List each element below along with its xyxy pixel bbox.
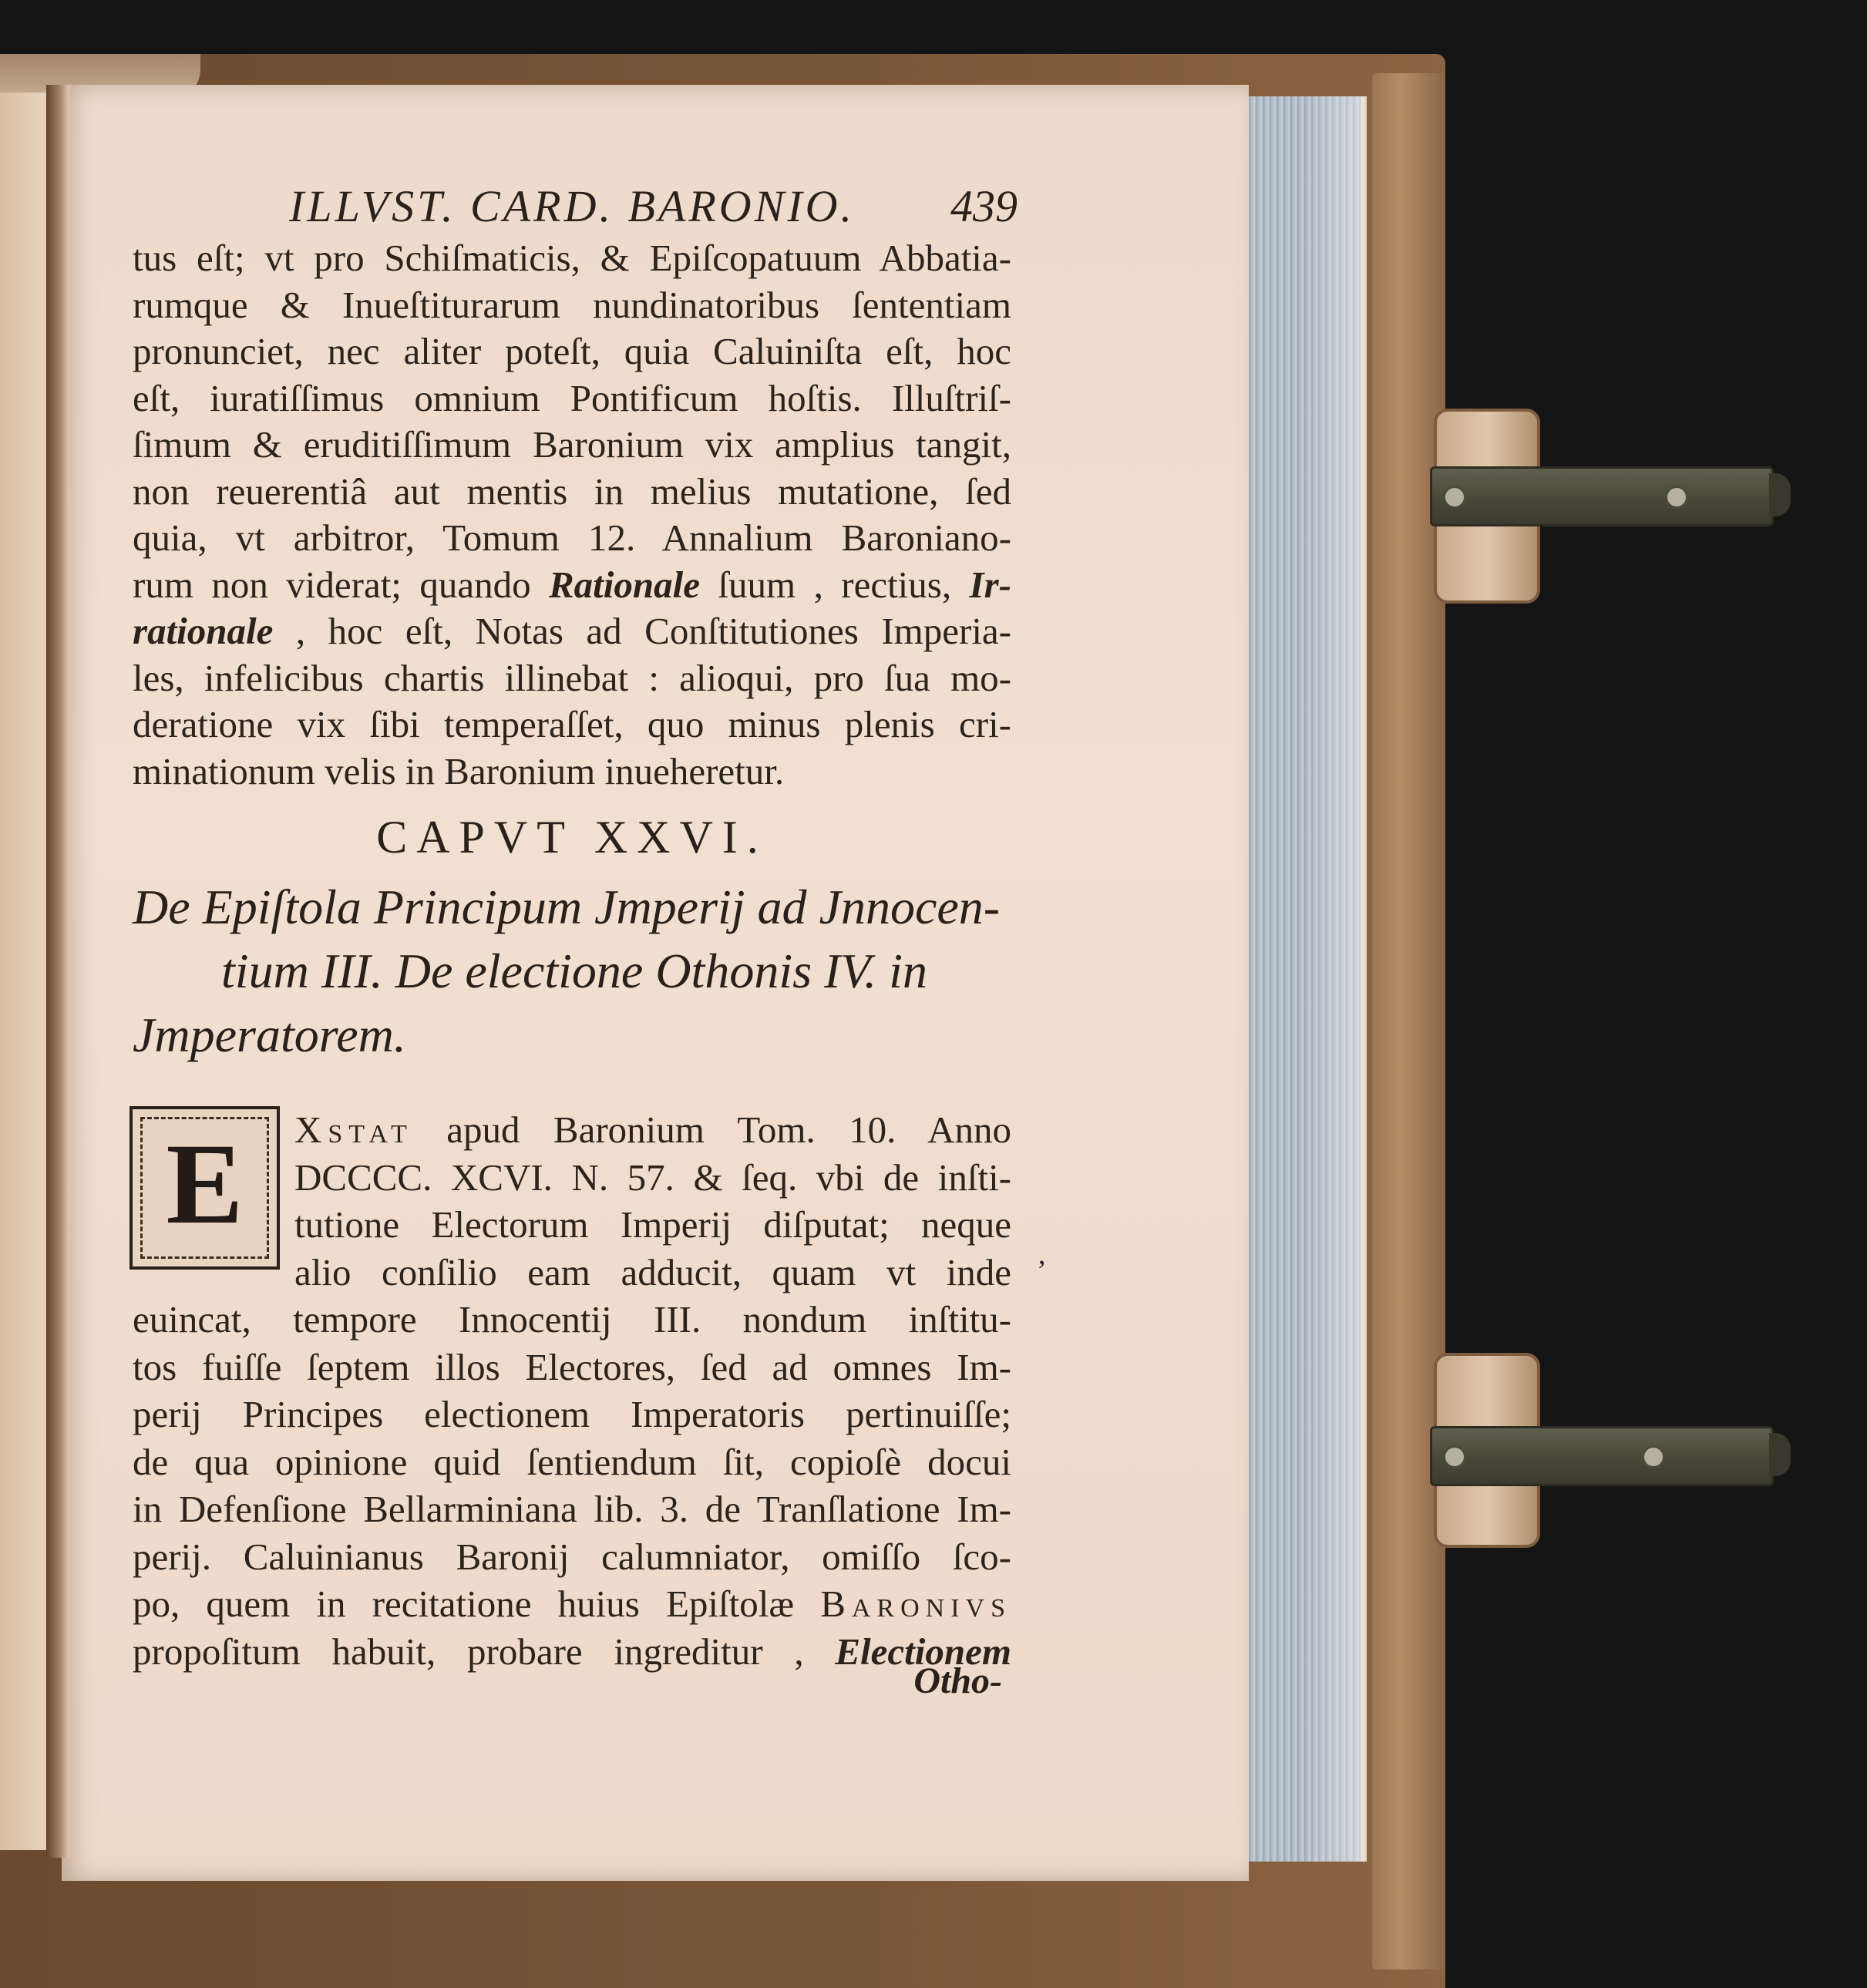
text-run: po, quem in recitatione huius Epiſtolæ (133, 1583, 821, 1625)
text-line: les, infelicibus chartis illinebat : alioqui, pro ſua mo- (133, 656, 1011, 699)
text-line (133, 1628, 1011, 1676)
text-line (133, 608, 1011, 655)
upper-clasp-rivet (1443, 486, 1466, 509)
chapter-paragraph (133, 1106, 1011, 1675)
small-caps-run: Baronivs (820, 1583, 1011, 1625)
page-block-shade (1303, 96, 1364, 1862)
chapter-subtitle (133, 875, 1019, 1067)
text-run: propoſitum habuit, probare ingreditur , (133, 1630, 836, 1673)
paragraph-continuation (133, 235, 1011, 795)
text-line: non reuerentiâ aut mentis in melius mutatione, ſed (133, 469, 1011, 513)
text-run: apud Baronium Tom. 10. Anno (412, 1108, 1011, 1151)
text-line: eſt, iuratiſſimus omnium Pontificum hoſtis. Illuſtriſ- (133, 376, 1011, 419)
text-run: ſuum , rectius, (700, 563, 970, 606)
margin-mark: ʼ (1037, 1255, 1047, 1287)
text-run: , hoc eſt, Notas ad Conſtitutiones Imperia- (273, 610, 1011, 652)
gutter (46, 85, 69, 1858)
catchword: Otho- (913, 1660, 1002, 1701)
text-line: euincat, tempore Innocentij III. nondum inſtitu- (133, 1298, 1011, 1340)
chapter-heading: CAPVT XXVI. (376, 812, 768, 863)
running-head: ILLVST. CARD. BARONIO. (289, 181, 856, 231)
text-line: minationum velis in Baronium inueheretur. (133, 749, 785, 792)
text-line (133, 1580, 1011, 1628)
subtitle-line: tium III. De electione Othonis IV. in (221, 944, 927, 998)
text-line: perij. Caluinianus Baronij calumniator, omiſſo ſco- (133, 1535, 1011, 1578)
italic-term: Electionem (835, 1630, 1011, 1673)
upper-clasp-strap (1430, 466, 1774, 526)
text-line: DCCCC. XCVI. N. 57. & ſeq. vbi de inſti- (294, 1155, 1011, 1199)
text-line: ſimum & eruditiſſimum Baronium vix amplius tangit, (133, 423, 1011, 466)
text-line: quia, vt arbitror, Tomum 12. Annalium Baroniano- (133, 516, 1011, 559)
initial-letter: E (166, 1120, 244, 1248)
text-line: perij Principes electionem Imperatoris pertinuiſſe; (133, 1393, 1011, 1435)
italic-term: Ir- (969, 563, 1011, 606)
upper-clasp-tip (1769, 473, 1791, 516)
upper-clasp-rivet-2 (1665, 486, 1688, 509)
page-number: 439 (950, 181, 1018, 231)
text-run: rum non viderat; quando (133, 563, 549, 606)
lower-clasp-strap (1430, 1426, 1774, 1486)
lower-clasp-rivet (1443, 1445, 1466, 1468)
text-line: alio conſilio eam adducit, quam vt inde (294, 1250, 1011, 1293)
text-line: tutione Electorum Imperij diſputat; neque (294, 1203, 1011, 1246)
text-line: pronunciet, nec aliter poteſt, quia Caluiniſta eſt, hoc (133, 330, 1011, 372)
lower-clasp-tip (1769, 1433, 1791, 1476)
text-line: tos fuiſſe ſeptem illos Electores, ſed ad omnes Im- (133, 1345, 1011, 1388)
text-line: tus eſt; vt pro Schiſmaticis, & Epiſcopatuum Abbatia- (133, 237, 1011, 279)
text-line (133, 1106, 1011, 1154)
text-line: deratione vix ſibi temperaſſet, quo minus plenis cri- (133, 703, 1011, 745)
text-line: rumque & Inueſtiturarum nundinatoribus ſententiam (133, 283, 1011, 326)
italic-term: rationale (133, 610, 274, 652)
back-cover-edge (1372, 73, 1445, 1969)
text-line: in Defenſione Bellarminiana lib. 3. de Tranſlatione Im- (133, 1488, 1011, 1530)
text-line (133, 562, 1011, 609)
italic-term: Rationale (549, 563, 701, 606)
subtitle-line: Jmperatorem. (133, 1007, 406, 1062)
subtitle-line: De Epiſtola Principum Jmperij ad Jnnocen- (133, 880, 1001, 934)
small-caps-run: Xstat (294, 1108, 413, 1151)
text-line: de qua opinione quid ſentiendum ſit, copioſè docui (133, 1440, 1011, 1483)
lower-clasp-rivet-2 (1642, 1445, 1665, 1468)
